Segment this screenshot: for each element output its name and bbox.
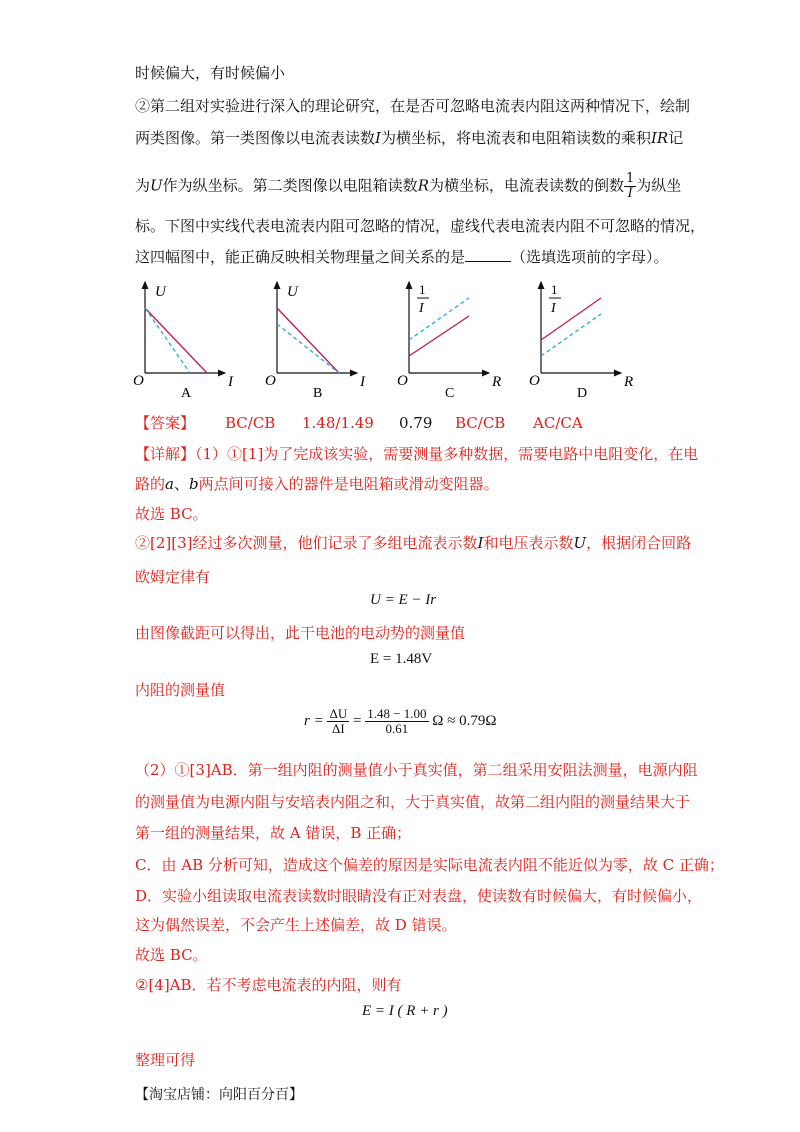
- graph-b-dashed-line: [277, 324, 339, 373]
- graph-d: [529, 282, 633, 401]
- answer-blank: [465, 247, 511, 262]
- graph-c-y-num: 1: [419, 282, 426, 297]
- graph-a: [133, 282, 234, 401]
- graph-b-solid-line: [277, 308, 339, 373]
- graph-c-dashed-line: [409, 298, 469, 340]
- reciprocal-fraction: $\frac{1}{I}$: [626, 171, 635, 201]
- solution-line-13: 这为偶然误差，不会产生上述偏差，故 D 错误。: [135, 916, 457, 934]
- graph-c-x-label: R: [492, 374, 502, 390]
- graph-c: [397, 282, 501, 401]
- question-line-6: 这四幅图中，能正确反映相关物理量之间关系的是 （选填选项前的字母）。: [135, 248, 669, 266]
- answer-5: AC/CA: [533, 414, 583, 432]
- graph-d-x-label: R: [624, 374, 634, 390]
- graphs-figure: [125, 278, 645, 403]
- graph-d-solid-line: [541, 298, 601, 340]
- graph-d-dashed-line: [541, 314, 601, 356]
- graph-d-y-den: I: [551, 301, 556, 316]
- answer-2: 1.48/1.49: [302, 414, 374, 432]
- graph-b-y-label: U: [287, 284, 298, 300]
- question-line-3: 两类图像。第一类图像以电流表读数I为横坐标，将电流表和电阻箱读数的乘积IR记: [135, 129, 684, 147]
- equation-1: U = E − Ir: [370, 592, 437, 608]
- graph-c-solid-line: [409, 316, 469, 356]
- value-fraction: $\frac{1.48 - 1.00}{0.61}$: [367, 706, 427, 736]
- answer-tag: 【答案】: [135, 414, 196, 432]
- solution-line-4: ②[2][3]经过多次测量，他们记录了多组电流表示数I和电压表示数U，根据闭合回路: [135, 534, 692, 552]
- graph-a-y-label: U: [155, 284, 166, 300]
- solution-line-14: 故选 BC。: [135, 946, 208, 964]
- graph-a-origin: O: [133, 373, 144, 389]
- solution-line-10: 第一组的测量结果，故 A 错误，B 正确；: [135, 824, 412, 842]
- equation-3: r = $\frac{\Delta U}{\Delta I}$ = $\frac{1.48 - 1.00}{0.61}$ Ω ≈ 0.79Ω: [304, 706, 497, 736]
- solution-line-7: 内阻的测量值: [135, 681, 226, 699]
- solution-line-9: 的测量值为电源内阻与安培表内阻之和，大于真实值，故第二组内阻的测量结果大于: [135, 793, 691, 811]
- delta-fraction: $\frac{\Delta U}{\Delta I}$: [329, 706, 348, 736]
- answer-row: [135, 413, 735, 433]
- graph-c-origin: O: [397, 373, 408, 389]
- graph-c-y-den: I: [419, 301, 424, 316]
- graph-b-origin: O: [265, 373, 276, 389]
- solution-line-5: 欧姆定律有: [135, 568, 211, 586]
- graph-b-caption: B: [313, 386, 323, 401]
- graph-b: [265, 282, 366, 401]
- graph-a-solid-line: [145, 308, 207, 373]
- graph-c-caption: C: [445, 386, 455, 401]
- question-line-5: 标。下图中实线代表电流表内阻可忽略的情况，虚线代表电流表内阻不可忽略的情况，: [135, 217, 706, 235]
- footer-store: 【淘宝店铺：向阳百分百】: [135, 1087, 303, 1103]
- equation-2: E = 1.48V: [370, 651, 433, 667]
- answer-4: BC/CB: [455, 414, 506, 432]
- solution-line-15: ②[4]AB．若不考虑电流表的内阻，则有: [135, 976, 402, 994]
- graph-a-dashed-line: [145, 308, 190, 373]
- answer-1: BC/CB: [225, 414, 276, 432]
- solution-line-11: C．由 AB 分析可知，造成这个偏差的原因是实际电流表内阻不能近似为零，故 C 正确；: [135, 856, 724, 874]
- question-line-1: 时候偏大，有时候偏小: [135, 64, 286, 82]
- solution-line-1: 【详解】（1）①[1]为了完成该实验，需要测量多种数据，需要电路中电阻变化，在电: [135, 445, 699, 463]
- question-line-2: ②第二组对实验进行深入的理论研究，在是否可忽略电流表内阻这两种情况下，绘制: [135, 97, 691, 115]
- solution-line-2: 路的a、b两点间可接入的器件是电阻箱或滑动变阻器。: [135, 475, 499, 493]
- graph-d-caption: D: [577, 386, 588, 401]
- graph-d-y-num: 1: [551, 282, 558, 297]
- graph-d-origin: O: [529, 373, 540, 389]
- solution-line-16: 整理可得: [135, 1051, 196, 1069]
- solution-line-3: 故选 BC。: [135, 505, 208, 523]
- equation-4: E = I ( R + r ): [362, 1003, 448, 1019]
- graph-a-caption: A: [181, 386, 192, 401]
- solution-line-12: D．实验小组读取电流表读数时眼睛没有正对表盘，使读数有时候偏大，有时候偏小，: [135, 887, 703, 905]
- question-line-4: 为U作为纵坐标。第二类图像以电阻箱读数R为横坐标，电流表读数的倒数 $\frac{1}{I}$ 为纵坐: [135, 171, 682, 201]
- solution-line-8: （2）①[3]AB．第一组内阻的测量值小于真实值，第二组采用安阻法测量，电源内阻: [135, 761, 698, 779]
- answer-3: 0.79: [399, 414, 433, 432]
- graph-b-x-label: I: [360, 374, 365, 390]
- solution-line-6: 由图像截距可以得出，此干电池的电动势的测量值: [135, 624, 466, 642]
- graph-a-x-label: I: [228, 374, 233, 390]
